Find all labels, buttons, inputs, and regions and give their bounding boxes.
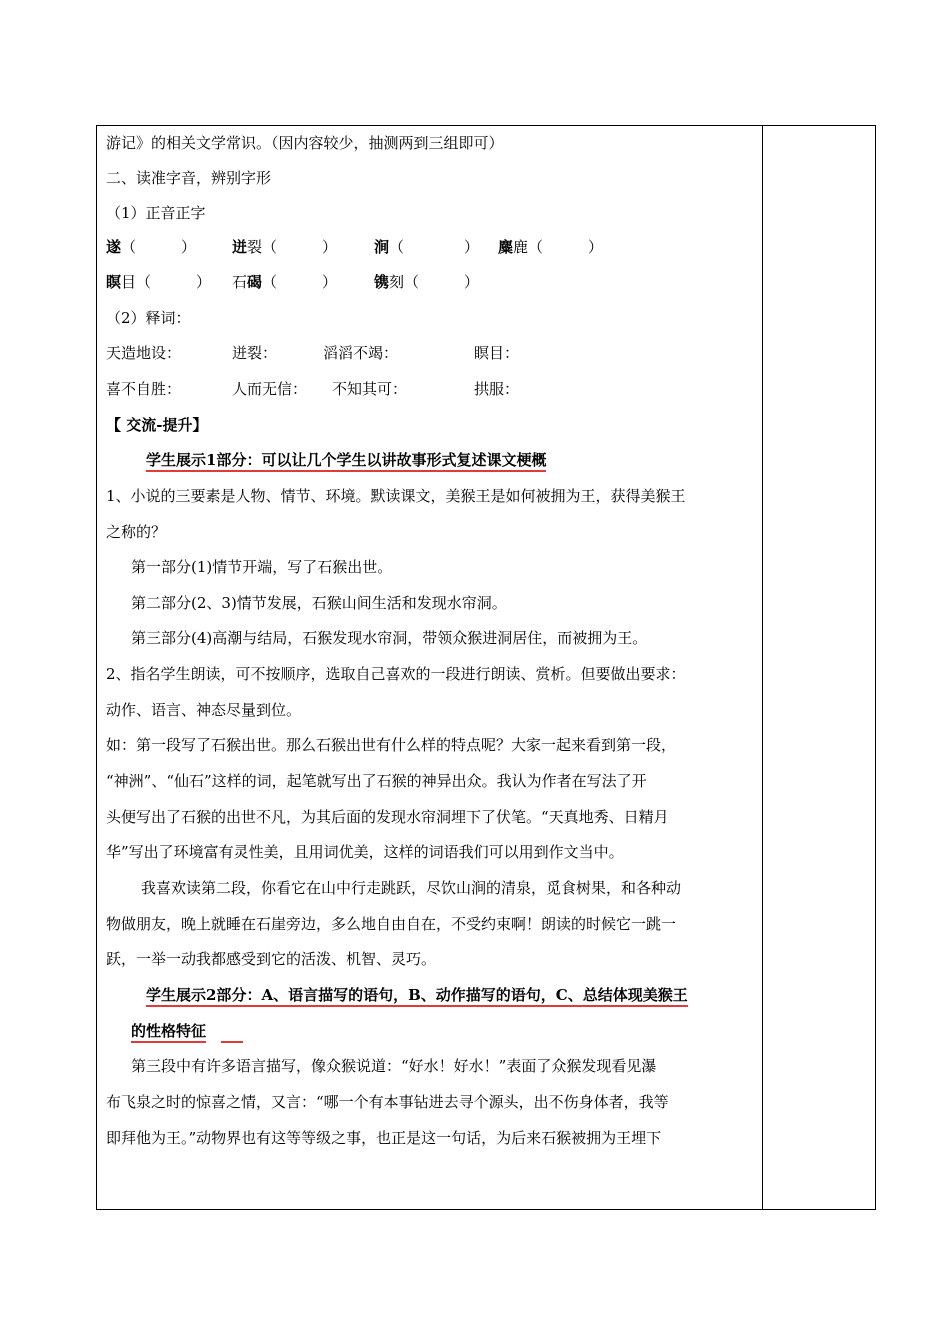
heading-text: 学生展示1部分：可以让几个学生以讲故事形式复述课文梗概 xyxy=(146,451,546,472)
text-line: 即拜他为王。”动物界也有这等等级之事，也正是这一句话，为后来石猴被拥为王埋下 xyxy=(106,1129,662,1147)
student-display-heading-cont xyxy=(131,1021,206,1041)
vocab-item: 拱服： xyxy=(474,380,520,398)
char-bold: 瞑 xyxy=(106,273,122,291)
vocab-item: 人而无信： xyxy=(232,380,308,398)
student-display-heading xyxy=(146,985,688,1005)
vocab-item: 迸裂： xyxy=(232,344,278,362)
char: 石 xyxy=(232,273,248,291)
vocab-item: 喜不自胜： xyxy=(106,380,182,398)
blank: 刻（ ） xyxy=(389,273,480,291)
text-line: 华”写出了环境富有灵性美，且用词优美，这样的词语我们可以用到作文当中。 xyxy=(106,843,624,861)
blank: （ ） xyxy=(262,273,338,291)
text-line: 第二部分(2、3)情节发展，石猴山间生活和发现水帘洞。 xyxy=(131,594,507,612)
char-bold: 碣 xyxy=(247,273,263,291)
vocab-item: 瞑目： xyxy=(474,344,520,362)
char-bold: 镌 xyxy=(374,273,390,291)
section-heading: 二、读准字音，辨别字形 xyxy=(106,169,272,187)
text-line: 头便写出了石猴的出世不凡，为其后面的发现水帘洞埋下了伏笔。“天真地秀、日精月 xyxy=(106,808,669,826)
text-line: 动作、语言、神态尽量到位。 xyxy=(106,701,302,719)
char-bold: 涧 xyxy=(374,238,390,256)
text-line: 第一部分(1)情节开端，写了石猴出世。 xyxy=(131,558,393,576)
blank: （ ） xyxy=(121,238,197,256)
char-bold: 麋 xyxy=(498,238,514,256)
blank: 目（ ） xyxy=(121,273,212,291)
char-bold: 遂 xyxy=(106,238,122,256)
heading-text: 的性格特征 xyxy=(131,1022,206,1043)
vocab-item: 天造地设： xyxy=(106,344,182,362)
text-line: “神洲”、“仙石”这样的词，起笔就写出了石猴的神异出众。我认为作者在写法了开 xyxy=(106,772,647,790)
subheading: （1）正音正字 xyxy=(106,204,206,222)
text-line: 布飞泉之时的惊喜之情，又言：“哪一个有本事钻进去寻个源头，出不伤身体者，我等 xyxy=(106,1093,669,1111)
text-line: 第三段中有许多语言描写，像众猴说道：“好水！好水！”表面了众猴发现看见瀑 xyxy=(131,1057,657,1075)
subheading: （2）释词： xyxy=(106,309,191,327)
student-display-heading xyxy=(146,450,546,470)
vocab-item: 滔滔不竭： xyxy=(323,344,399,362)
column-divider xyxy=(762,125,763,1210)
underline-tail xyxy=(221,1041,243,1043)
vocab-item: 不知其可： xyxy=(332,380,408,398)
section-heading: 【 交流-提升】 xyxy=(106,416,208,434)
text-line: 之称的？ xyxy=(106,523,167,541)
heading-text: 学生展示2部分：A、语言描写的语句，B、动作描写的语句，C、总结体现美猴王 xyxy=(146,986,688,1007)
text-line: 物做朋友，晚上就睡在石崖旁边，多么地自由自在，不受约束啊！朗读的时候它一跳一 xyxy=(106,915,677,933)
text-line: 1、小说的三要素是人物、情节、环境。默读课文，美猴王是如何被拥为王，获得美猴王 xyxy=(106,487,686,505)
text-line: 游记》的相关文学常识。（因内容较少，抽测两到三组即可） xyxy=(106,134,504,152)
text-line: 如：第一段写了石猴出世。那么石猴出世有什么样的特点呢？大家一起来看到第一段， xyxy=(106,736,677,754)
blank: 裂（ ） xyxy=(247,238,338,256)
char-bold: 迸 xyxy=(232,238,248,256)
text-line: 我喜欢读第二段，你看它在山中行走跳跃，尽饮山涧的清泉，觅食树果，和各种动 xyxy=(141,879,682,897)
text-line: 跃，一举一动我都感受到它的活泼、机智、灵巧。 xyxy=(106,950,437,968)
blank: （ ） xyxy=(389,238,480,256)
text-line: 2、指名学生朗读，可不按顺序，选取自己喜欢的一段进行朗读、赏析。但要做出要求： xyxy=(106,665,686,683)
blank: 鹿（ ） xyxy=(513,238,604,256)
text-line: 第三部分(4)高潮与结局，石猴发现水帘洞，带领众猴进洞居住，而被拥为王。 xyxy=(131,629,648,647)
